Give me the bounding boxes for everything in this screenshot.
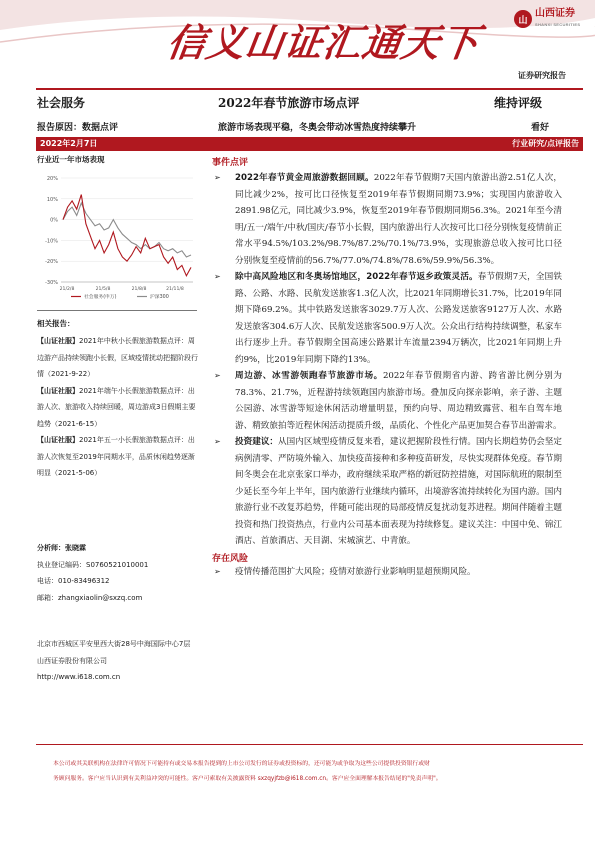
company-logo [514, 8, 580, 30]
analyst-email[interactable]: 邮箱：zhangxiaolin@sxzq.com [37, 593, 143, 602]
related-reports-heading: 相关报告： [37, 319, 75, 328]
company-website[interactable]: http://www.i618.com.cn [37, 673, 121, 681]
chart-divider [37, 310, 197, 311]
arrow-bullet-icon: ➢ [214, 437, 221, 446]
main-content [212, 155, 562, 580]
analyst-cert: 执业登记编码：S0760521010001 [37, 560, 149, 569]
left-column [37, 154, 197, 165]
report-category: 行业研究/点评报告 [512, 139, 579, 148]
analyst-info [37, 540, 202, 606]
report-subtitle: 旅游市场表现平稳，冬奥会带动冰雪热度持续攀升 [218, 123, 417, 133]
y-tick-label: -30% [45, 280, 58, 286]
market-performance-chart [37, 170, 197, 305]
related-report-item[interactable]: 【山证社服】2021年五一小长假旅游数据点评：出游人次恢复至2019年同期水平，品质休闲趋势逐渐明显（2021-5-06） [37, 436, 195, 477]
x-tick-label: 21/2/8 [59, 287, 75, 292]
report-reason: 报告原因：数据点评 [37, 123, 119, 133]
logo-text: 山西证券 [535, 8, 575, 19]
logo-icon: 山 [514, 10, 532, 28]
report-date: 2022年2月7日 [40, 139, 98, 148]
arrow-bullet-icon: ➢ [214, 173, 221, 182]
analyst-name: 分析师：张晓霖 [37, 544, 86, 552]
slogan-calligraphy: 信义山证汇通天下 [164, 20, 483, 65]
header-banner [0, 0, 595, 88]
industry-name: 社会服务 [37, 96, 86, 110]
y-tick-label: -10% [45, 238, 58, 245]
event-heading: 事件点评 [212, 158, 249, 168]
y-tick-label: 10% [46, 196, 58, 203]
related-report-item[interactable]: 【山证社服】2021年中秋小长假旅游数据点评：周边游产品持续领跑小长假，区域疫情扰动把握阶段行情（2021-9-22） [37, 337, 198, 378]
logo-subtext: SHANXI SECURITIES [535, 22, 581, 27]
y-tick-label: 20% [46, 176, 58, 182]
outlook: 看好 [531, 123, 550, 133]
chart-title: 行业近一年市场表现 [37, 155, 105, 164]
disclaimer: 本公司或其关联机构在法律许可情况下可能持有或交易本报告提到的上市公司发行的证券或投资标的，还可能为或争取为这些公司提供投资银行或财 务顾问服务。客户应当认识到有关利益冲突的可能性。客户可索取有关披露资料 sxzqyjfzb@i618.com.cn。客户应全面理解本报告结尾的"免责声明"。 [53, 761, 442, 782]
x-tick-label: 21/5/8 [95, 287, 111, 292]
related-report-item[interactable]: 【山证社服】2021年端午小长假旅游数据点评：出游人次、旅游收入持续回暖，周边游成3日假期主要趋势（2021-6-15） [37, 386, 196, 428]
report-type: 证券研究报告 [518, 71, 566, 80]
x-tick-label: 21/11/8 [166, 287, 184, 292]
paragraph-investment: ➢ 投资建议：从国内区域型疫情反复来看，建议把握阶段性行情。国内长期趋势仍会坚定病例清零、严防境外输入、加快疫苗接种和多种疫苗研发，尽快实现群体免疫。春节期间冬奥会在北京张家口举办，政府继续采取严格的新冠防控措施，对国际航班的限制至少延长至今年上半年，国内旅游行业继续内循环，出境游客流持续转化为国内游。国内旅游行业不改复苏趋势，伴随可能出现的局部疫情反复扰动复苏进程。期间伴随着主题投资和热门投资热点，行业内公司基本面表现为持续修复。建议关注：中国中免、锦江酒店、首旅酒店、天目湖、宋城演艺、中青旅。 [212, 434, 562, 550]
analyst-phone: 电话：010-83496312 [37, 577, 110, 585]
report-title: 2022年春节旅游市场点评 [218, 96, 360, 110]
arrow-bullet-icon: ➢ [214, 272, 221, 281]
y-tick-label: 0% [50, 217, 58, 224]
paragraph-risk: ➢ 疫情传播范围扩大风险；疫情对旅游行业影响明显超预期风险。 [212, 564, 562, 581]
paragraph-policy: ➢ 除中高风险地区和冬奥场馆地区，2022年春节返乡政策灵活。春节假期7天，全国铁路、公路、水路、民航发送旅客1.3亿人次，比2021年同期增长31.7%，比2019年同期下降69.2%。其中铁路发送旅客3029.7万人次、公路发送旅客9127万人次、水路发送旅客304.6万人次、民航发送旅客500.9万人次。公众出行结构持续调整，私家车出行逐步上升。春节假期全国高速公路累计车流量2394万辆次，比2021年同期上升约9%，比2019年同期下降约13%。 [212, 269, 562, 368]
company-address [37, 636, 197, 686]
series-line-1 [63, 203, 191, 257]
arrow-bullet-icon: ➢ [214, 371, 221, 380]
rating: 维持评级 [494, 96, 543, 110]
y-tick-label: -20% [45, 259, 58, 266]
x-tick-label: 21/8/8 [131, 287, 147, 292]
chart-svg [37, 170, 197, 305]
risk-heading: 存在风险 [212, 553, 249, 564]
address-line: 北京市西城区平安里西大街28号中海国际中心7层 山西证券股份有限公司 [37, 640, 191, 665]
legend-label: 社会服务(申万) [84, 295, 117, 300]
date-bar [36, 137, 583, 151]
paragraph-review: ➢ 2022年春节黄金周旅游数据回顾。2022年春节假期7天国内旅游出游2.51亿人次，同比减少2%，按可比口径恢复至2019年春节假期同期73.9%；实现国内旅游收入2891.98亿元，同比减少3.9%，恢复至2019年春节假期同期56.3%。2021年至今清明/五一/端午/中秋/国庆/春节小长假，国内旅游出行人次按可比口径分别恢复疫情前正常水平94.5%/103.2%/98.7%/87.2%/70.1%/73.9%，实现旅游总收入按可比口径分别恢复至疫情前的56.7%/77.0%/74.8%/78.6%/59.9%/56.3%。 [212, 170, 562, 269]
footer-divider [36, 744, 583, 745]
series-line-0 [63, 195, 191, 276]
related-reports-list [37, 333, 199, 482]
legend-label: 沪深300 [150, 295, 169, 300]
arrow-bullet-icon: ➢ [214, 566, 221, 576]
header-divider [36, 88, 583, 90]
paragraph-trends: ➢ 周边游、冰雪游领跑春节旅游市场。2022年春节假期省内游、跨省游比例分别为78.3%、21.7%，近程游持续领跑国内旅游市场。叠加反向探亲影响，亲子游、主题公园游、冰雪游等短途休闲活动增量明显，预约向导、周边精致露营、租车自驾车地游、精致旅拍等近程休闲活动提质升级，品质化、个性化产品更加契合春节出游需求。 [212, 368, 562, 434]
